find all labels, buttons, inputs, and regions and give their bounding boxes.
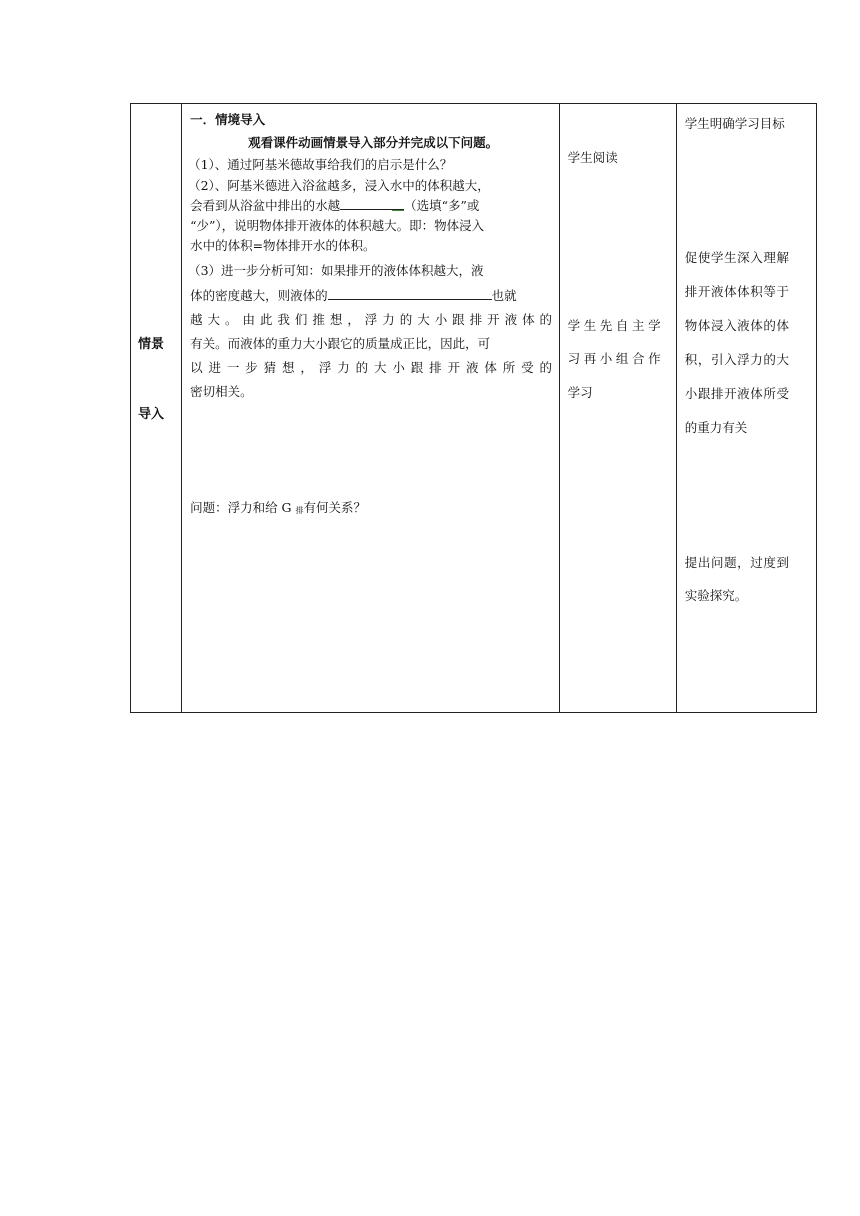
question-2-line-2-start: 会看到从浴盆中排出的水越 — [190, 198, 341, 213]
discussion-question — [190, 498, 366, 516]
question-3-line-2-end: 也就 — [491, 288, 517, 303]
design-intent-3-line-1: 提出问题，过度到 — [684, 555, 790, 570]
question-2-line-4: 水中的体积=物体排开水的体积。 — [190, 238, 376, 253]
discussion-question-subscript: 排 — [295, 506, 304, 515]
design-intent-2-line-6: 的重力有关 — [684, 420, 748, 435]
section-subheading: 观看课件动画情景导入部分并完成以下问题。 — [248, 135, 499, 150]
row-label-cell — [131, 104, 182, 713]
question-3-line-2-start: 体的密度越大，则液体的 — [190, 288, 328, 303]
design-intent-2-line-3: 物体浸入液体的体 — [684, 318, 790, 333]
student-activity-cell — [559, 104, 676, 713]
question-3-line-4: 有关。而液体的重力大小跟它的质量成正比，因此，可 — [190, 336, 491, 351]
question-3-line-6: 密切相关。 — [190, 384, 253, 399]
teaching-content-cell — [182, 104, 560, 713]
design-intent-2-line-2: 排开液体体积等于 — [684, 284, 790, 299]
question-3-line-2 — [190, 286, 517, 304]
table-row — [131, 104, 817, 713]
answer-blank-2 — [328, 287, 492, 300]
design-intent-2-line-4: 积，引入浮力的大 — [684, 352, 790, 367]
question-3-line-5: 以进一步猜想，浮力的大小跟排开液体所受的 — [190, 360, 553, 375]
design-intent-2-line-5: 小跟排开液体所受 — [684, 386, 790, 401]
student-activity-2-line-2: 习再小组合作 — [567, 351, 665, 366]
row-label-line-1: 情景 — [138, 337, 165, 352]
student-activity-2-line-3: 学习 — [567, 385, 593, 400]
question-2-line-2 — [190, 196, 479, 214]
design-intent-1: 学生明确学习目标 — [684, 116, 785, 131]
question-1: （1）、通过阿基米德故事给我们的启示是什么？ — [188, 157, 453, 172]
discussion-question-start: 问题：浮力和给 G — [190, 500, 296, 515]
blank-tick-mark — [392, 210, 404, 211]
question-3-line-1: （3）进一步分析可知：如果排开的液体体积越大，液 — [188, 263, 484, 278]
design-intent-2-line-1: 促使学生深入理解 — [684, 250, 790, 265]
answer-blank-1 — [340, 197, 404, 210]
row-label-line-2: 导入 — [138, 407, 165, 422]
design-intent-3-line-2: 实验探究。 — [684, 588, 748, 603]
discussion-question-end: 有何关系？ — [303, 500, 367, 515]
student-activity-2-line-1: 学生先自主学 — [567, 318, 665, 333]
question-2-line-1: （2）、阿基米德进入浴盆越多，浸入水中的体积越大， — [188, 178, 490, 193]
lesson-plan-table — [130, 103, 817, 713]
question-2-line-3: “少”），说明物体排开液体的体积越大。即：物体浸入 — [190, 218, 485, 233]
section-heading: 一．情境导入 — [190, 112, 266, 127]
question-3-line-3: 越大。由此我们推想，浮力的大小跟排开液体的 — [190, 312, 553, 327]
student-activity-1: 学生阅读 — [567, 150, 618, 165]
design-intent-cell — [676, 104, 816, 713]
question-2-line-2-end: （选填“多”或 — [404, 198, 480, 213]
